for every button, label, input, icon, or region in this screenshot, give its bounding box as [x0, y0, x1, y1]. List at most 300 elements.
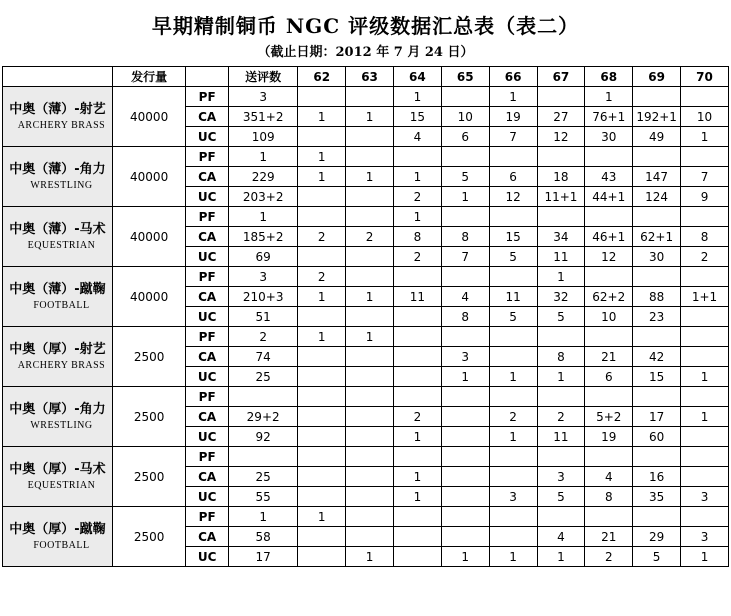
grade-count-cell: 18 — [537, 167, 585, 187]
grade-count-cell — [585, 447, 633, 467]
grade-count-cell: 1 — [393, 427, 441, 447]
grade-count-cell — [346, 527, 394, 547]
table-row — [3, 387, 729, 407]
grade-count-cell — [298, 387, 346, 407]
grade-count-cell: 5+2 — [585, 407, 633, 427]
grade-count-cell — [681, 387, 729, 407]
grade-count-cell: 4 — [585, 467, 633, 487]
grade-count-cell — [537, 147, 585, 167]
grade-count-cell: 88 — [633, 287, 681, 307]
grade-label-cell: CA — [186, 527, 229, 547]
header-col-64: 64 — [393, 67, 441, 87]
grade-count-cell: 1 — [441, 187, 489, 207]
coin-name-en: EQUESTRIAN — [27, 479, 96, 491]
grade-count-cell — [346, 207, 394, 227]
coin-name-cell — [3, 327, 113, 387]
grade-count-cell: 30 — [585, 127, 633, 147]
coin-name-en: WRESTLING — [30, 179, 93, 191]
total-submitted-cell: 185+2 — [229, 227, 298, 247]
grade-count-cell: 2 — [298, 227, 346, 247]
grade-count-cell — [298, 127, 346, 147]
grade-count-cell — [441, 327, 489, 347]
coin-name-cn: 中奥（厚）-蹴鞠 — [9, 521, 106, 537]
page-subtitle: （截止日期：2012 年 7 月 24 日） — [257, 45, 474, 60]
grade-count-cell: 2 — [298, 267, 346, 287]
grade-count-cell — [633, 87, 681, 107]
coin-name-cell — [3, 207, 113, 267]
grade-count-cell — [633, 447, 681, 467]
total-submitted-cell: 1 — [229, 507, 298, 527]
grade-count-cell — [441, 507, 489, 527]
header-col-68: 68 — [585, 67, 633, 87]
grade-count-cell: 1 — [537, 267, 585, 287]
grade-label-cell: CA — [186, 347, 229, 367]
total-submitted-cell: 69 — [229, 247, 298, 267]
grade-count-cell: 1 — [393, 167, 441, 187]
header-col-66: 66 — [489, 67, 537, 87]
grade-count-cell — [346, 507, 394, 527]
table-body — [3, 87, 729, 567]
grade-count-cell — [633, 507, 681, 527]
grade-count-cell — [489, 527, 537, 547]
grade-count-cell — [298, 87, 346, 107]
grade-count-cell — [441, 487, 489, 507]
grade-label-cell: CA — [186, 167, 229, 187]
header-col-65: 65 — [441, 67, 489, 87]
grade-count-cell: 5 — [537, 307, 585, 327]
grade-count-cell — [346, 387, 394, 407]
grade-count-cell: 1 — [298, 287, 346, 307]
grade-label-cell: CA — [186, 467, 229, 487]
grade-count-cell — [585, 327, 633, 347]
coin-name-cell — [3, 507, 113, 567]
grade-count-cell: 5 — [441, 167, 489, 187]
grade-count-cell — [585, 267, 633, 287]
grade-count-cell: 10 — [681, 107, 729, 127]
grade-count-cell: 11 — [537, 427, 585, 447]
grade-count-cell: 2 — [393, 247, 441, 267]
grade-count-cell: 43 — [585, 167, 633, 187]
grade-count-cell — [585, 147, 633, 167]
grade-count-cell: 6 — [585, 367, 633, 387]
table-row — [3, 327, 729, 347]
grade-count-cell: 12 — [585, 247, 633, 267]
grade-count-cell — [298, 307, 346, 327]
grade-count-cell — [298, 367, 346, 387]
grade-count-cell: 8 — [681, 227, 729, 247]
grade-count-cell: 44+1 — [585, 187, 633, 207]
total-submitted-cell: 229 — [229, 167, 298, 187]
grade-count-cell: 11 — [489, 287, 537, 307]
grade-count-cell: 49 — [633, 127, 681, 147]
grade-count-cell — [537, 207, 585, 227]
grade-count-cell — [441, 447, 489, 467]
header-mintage: 发行量 — [112, 67, 185, 87]
grade-count-cell: 10 — [585, 307, 633, 327]
grade-count-cell: 8 — [585, 487, 633, 507]
grade-count-cell — [298, 407, 346, 427]
grade-count-cell — [633, 147, 681, 167]
total-submitted-cell: 92 — [229, 427, 298, 447]
grade-count-cell: 76+1 — [585, 107, 633, 127]
grade-count-cell — [681, 427, 729, 447]
grade-count-cell — [346, 247, 394, 267]
grade-count-cell — [346, 267, 394, 287]
grade-count-cell — [441, 427, 489, 447]
grade-count-cell — [537, 387, 585, 407]
total-submitted-cell: 3 — [229, 87, 298, 107]
table-row — [3, 507, 729, 527]
grade-count-cell: 12 — [537, 127, 585, 147]
grade-count-cell: 7 — [441, 247, 489, 267]
grade-count-cell — [633, 267, 681, 287]
grade-count-cell: 3 — [681, 527, 729, 547]
grade-count-cell: 2 — [393, 407, 441, 427]
grade-count-cell — [489, 347, 537, 367]
total-submitted-cell: 203+2 — [229, 187, 298, 207]
grade-count-cell — [489, 147, 537, 167]
grade-count-cell — [298, 467, 346, 487]
mintage-cell: 2500 — [112, 507, 185, 567]
grade-count-cell: 1 — [393, 207, 441, 227]
grade-count-cell — [346, 407, 394, 427]
grade-count-cell — [681, 347, 729, 367]
grade-count-cell: 27 — [537, 107, 585, 127]
grade-count-cell: 1 — [489, 87, 537, 107]
header-grade — [186, 67, 229, 87]
grade-count-cell: 1 — [681, 127, 729, 147]
grade-count-cell: 147 — [633, 167, 681, 187]
grade-count-cell: 1 — [346, 167, 394, 187]
grade-label-cell: UC — [186, 127, 229, 147]
grade-count-cell — [441, 407, 489, 427]
total-submitted-cell: 25 — [229, 467, 298, 487]
grade-label-cell: PF — [186, 447, 229, 467]
page-title: 早期精制铜币 NGC 评级数据汇总表（表二） — [151, 14, 580, 38]
total-submitted-cell: 109 — [229, 127, 298, 147]
mintage-cell: 40000 — [112, 87, 185, 147]
table-row — [3, 87, 729, 107]
grade-label-cell: UC — [186, 547, 229, 567]
total-submitted-cell: 29+2 — [229, 407, 298, 427]
grade-count-cell — [681, 87, 729, 107]
grade-count-cell — [346, 367, 394, 387]
grade-count-cell — [346, 147, 394, 167]
grade-count-cell — [585, 387, 633, 407]
grade-count-cell — [585, 507, 633, 527]
grade-count-cell — [441, 387, 489, 407]
grade-count-cell — [537, 447, 585, 467]
coin-name-cn: 中奥（厚）-射艺 — [9, 341, 106, 357]
total-submitted-cell: 25 — [229, 367, 298, 387]
total-submitted-cell — [229, 387, 298, 407]
grade-count-cell — [346, 447, 394, 467]
grade-count-cell: 1 — [298, 107, 346, 127]
total-submitted-cell: 351+2 — [229, 107, 298, 127]
table-header — [3, 67, 729, 87]
grade-count-cell — [441, 467, 489, 487]
grade-count-cell — [681, 147, 729, 167]
mintage-cell: 40000 — [112, 147, 185, 207]
grade-count-cell: 21 — [585, 347, 633, 367]
grade-count-cell: 6 — [441, 127, 489, 147]
table-row — [3, 147, 729, 167]
grade-count-cell: 5 — [537, 487, 585, 507]
grade-count-cell — [393, 547, 441, 567]
grade-count-cell: 32 — [537, 287, 585, 307]
grade-count-cell: 46+1 — [585, 227, 633, 247]
coin-name-cell — [3, 147, 113, 207]
grade-count-cell — [393, 347, 441, 367]
grade-count-cell: 1 — [346, 107, 394, 127]
grade-count-cell — [298, 447, 346, 467]
total-submitted-cell: 2 — [229, 327, 298, 347]
grade-label-cell: PF — [186, 507, 229, 527]
grade-count-cell: 1 — [489, 547, 537, 567]
grade-count-cell — [346, 187, 394, 207]
grade-label-cell: CA — [186, 407, 229, 427]
grade-count-cell: 1 — [298, 167, 346, 187]
grade-count-cell — [489, 267, 537, 287]
grade-count-cell — [681, 507, 729, 527]
coin-name-cn: 中奥（厚）-马术 — [9, 461, 106, 477]
total-submitted-cell: 51 — [229, 307, 298, 327]
grade-count-cell: 30 — [633, 247, 681, 267]
grade-label-cell: UC — [186, 427, 229, 447]
coin-name-cn: 中奥（厚）-角力 — [9, 401, 106, 417]
coin-name-en: ARCHERY BRASS — [17, 359, 106, 371]
grade-count-cell — [298, 547, 346, 567]
grade-count-cell — [489, 507, 537, 527]
grade-count-cell: 34 — [537, 227, 585, 247]
grade-count-cell — [298, 427, 346, 447]
grade-label-cell: PF — [186, 267, 229, 287]
coin-name-cn: 中奥（薄）-马术 — [9, 221, 106, 237]
header-row — [3, 67, 729, 87]
grade-count-cell: 6 — [489, 167, 537, 187]
grade-label-cell: PF — [186, 207, 229, 227]
grade-count-cell: 1 — [681, 367, 729, 387]
grade-count-cell: 5 — [489, 307, 537, 327]
grade-count-cell: 8 — [537, 347, 585, 367]
grade-count-cell: 60 — [633, 427, 681, 447]
grade-label-cell: UC — [186, 307, 229, 327]
grade-count-cell: 15 — [489, 227, 537, 247]
grade-count-cell: 1 — [346, 287, 394, 307]
grade-count-cell: 1+1 — [681, 287, 729, 307]
grade-count-cell: 4 — [537, 527, 585, 547]
grade-count-cell: 1 — [441, 367, 489, 387]
grade-count-cell: 5 — [633, 547, 681, 567]
grade-count-cell — [346, 127, 394, 147]
grade-count-cell — [681, 467, 729, 487]
grade-count-cell: 2 — [537, 407, 585, 427]
mintage-cell: 2500 — [112, 387, 185, 447]
grade-count-cell: 7 — [489, 127, 537, 147]
grade-count-cell: 19 — [585, 427, 633, 447]
grade-count-cell — [441, 147, 489, 167]
grade-count-cell — [298, 527, 346, 547]
grade-count-cell: 8 — [393, 227, 441, 247]
grade-count-cell — [441, 207, 489, 227]
grade-count-cell — [298, 207, 346, 227]
coin-name-cn: 中奥（薄）-角力 — [9, 161, 106, 177]
grade-count-cell: 1 — [681, 407, 729, 427]
grade-count-cell: 4 — [441, 287, 489, 307]
grade-label-cell: PF — [186, 387, 229, 407]
grade-count-cell — [298, 347, 346, 367]
grade-count-cell: 9 — [681, 187, 729, 207]
grade-count-cell: 23 — [633, 307, 681, 327]
grade-count-cell — [393, 147, 441, 167]
header-col-62: 62 — [298, 67, 346, 87]
grade-count-cell: 2 — [681, 247, 729, 267]
total-submitted-cell: 1 — [229, 147, 298, 167]
coin-name-cn: 中奥（薄）-射艺 — [9, 101, 106, 117]
grade-count-cell — [346, 347, 394, 367]
total-submitted-cell: 74 — [229, 347, 298, 367]
grade-count-cell — [393, 527, 441, 547]
grade-count-cell: 3 — [537, 467, 585, 487]
grade-count-cell — [441, 267, 489, 287]
total-submitted-cell: 55 — [229, 487, 298, 507]
grade-count-cell: 8 — [441, 227, 489, 247]
grade-count-cell: 11 — [537, 247, 585, 267]
mintage-cell: 40000 — [112, 207, 185, 267]
coin-name-cell — [3, 87, 113, 147]
grade-count-cell: 1 — [393, 87, 441, 107]
header-total: 送评数 — [229, 67, 298, 87]
total-submitted-cell: 17 — [229, 547, 298, 567]
grade-count-cell: 4 — [393, 127, 441, 147]
grade-count-cell: 1 — [585, 87, 633, 107]
header-col-69: 69 — [633, 67, 681, 87]
coin-name-en: ARCHERY BRASS — [17, 119, 106, 131]
coin-name-en: FOOTBALL — [33, 539, 90, 551]
grade-count-cell — [489, 447, 537, 467]
header-name — [3, 67, 113, 87]
grade-count-cell: 1 — [393, 487, 441, 507]
grade-count-cell — [489, 467, 537, 487]
header-col-67: 67 — [537, 67, 585, 87]
grade-label-cell: CA — [186, 227, 229, 247]
grade-count-cell — [393, 367, 441, 387]
grade-count-cell: 16 — [633, 467, 681, 487]
coin-name-en: FOOTBALL — [33, 299, 90, 311]
grade-label-cell: UC — [186, 487, 229, 507]
grade-count-cell: 1 — [346, 547, 394, 567]
grade-count-cell — [585, 207, 633, 227]
grade-count-cell: 2 — [585, 547, 633, 567]
grade-count-cell — [298, 487, 346, 507]
mintage-cell: 2500 — [112, 447, 185, 507]
grade-count-cell — [393, 267, 441, 287]
grade-count-cell — [393, 307, 441, 327]
grade-count-cell: 42 — [633, 347, 681, 367]
coin-name-cn: 中奥（薄）-蹴鞠 — [9, 281, 106, 297]
grade-count-cell: 8 — [441, 307, 489, 327]
grade-count-cell — [346, 487, 394, 507]
grade-count-cell: 1 — [441, 547, 489, 567]
grade-count-cell — [298, 187, 346, 207]
table-row — [3, 267, 729, 287]
total-submitted-cell: 1 — [229, 207, 298, 227]
coin-name-cell — [3, 387, 113, 447]
total-submitted-cell: 210+3 — [229, 287, 298, 307]
grade-label-cell: PF — [186, 327, 229, 347]
mintage-cell: 40000 — [112, 267, 185, 327]
grade-label-cell: PF — [186, 87, 229, 107]
grade-count-cell — [489, 207, 537, 227]
ngc-grading-summary-table — [2, 66, 729, 567]
grade-count-cell — [489, 387, 537, 407]
total-submitted-cell: 58 — [229, 527, 298, 547]
grade-count-cell: 5 — [489, 247, 537, 267]
grade-count-cell: 1 — [489, 427, 537, 447]
grade-count-cell — [346, 307, 394, 327]
grade-count-cell: 3 — [489, 487, 537, 507]
grade-count-cell — [393, 327, 441, 347]
grade-count-cell: 2 — [346, 227, 394, 247]
grade-count-cell — [393, 507, 441, 527]
grade-label-cell: UC — [186, 247, 229, 267]
grade-count-cell — [441, 87, 489, 107]
grade-count-cell: 1 — [537, 367, 585, 387]
grade-count-cell — [393, 447, 441, 467]
grade-count-cell: 1 — [537, 547, 585, 567]
coin-name-en: WRESTLING — [30, 419, 93, 431]
grade-count-cell: 1 — [298, 147, 346, 167]
grade-count-cell — [681, 327, 729, 347]
grade-count-cell: 11+1 — [537, 187, 585, 207]
grade-label-cell: UC — [186, 187, 229, 207]
grade-count-cell — [633, 207, 681, 227]
grade-count-cell: 2 — [393, 187, 441, 207]
coin-name-en: EQUESTRIAN — [27, 239, 96, 251]
grade-count-cell: 192+1 — [633, 107, 681, 127]
grade-count-cell: 21 — [585, 527, 633, 547]
grade-count-cell: 1 — [298, 507, 346, 527]
grade-count-cell: 11 — [393, 287, 441, 307]
grade-count-cell: 1 — [298, 327, 346, 347]
grade-count-cell: 17 — [633, 407, 681, 427]
grade-count-cell — [633, 387, 681, 407]
grade-count-cell — [393, 387, 441, 407]
table-row — [3, 447, 729, 467]
grade-count-cell: 62+2 — [585, 287, 633, 307]
grade-count-cell: 19 — [489, 107, 537, 127]
grade-label-cell: CA — [186, 107, 229, 127]
grade-count-cell: 35 — [633, 487, 681, 507]
document-page — [0, 10, 731, 616]
mintage-cell: 2500 — [112, 327, 185, 387]
grade-count-cell — [681, 267, 729, 287]
grade-count-cell: 29 — [633, 527, 681, 547]
grade-count-cell: 1 — [489, 367, 537, 387]
grade-count-cell: 7 — [681, 167, 729, 187]
grade-count-cell: 1 — [393, 467, 441, 487]
grade-count-cell: 3 — [681, 487, 729, 507]
grade-count-cell — [346, 467, 394, 487]
grade-count-cell: 124 — [633, 187, 681, 207]
grade-count-cell — [537, 507, 585, 527]
grade-count-cell: 3 — [441, 347, 489, 367]
grade-count-cell — [489, 327, 537, 347]
grade-count-cell: 1 — [346, 327, 394, 347]
grade-count-cell: 15 — [633, 367, 681, 387]
coin-name-cell — [3, 447, 113, 507]
grade-count-cell: 12 — [489, 187, 537, 207]
